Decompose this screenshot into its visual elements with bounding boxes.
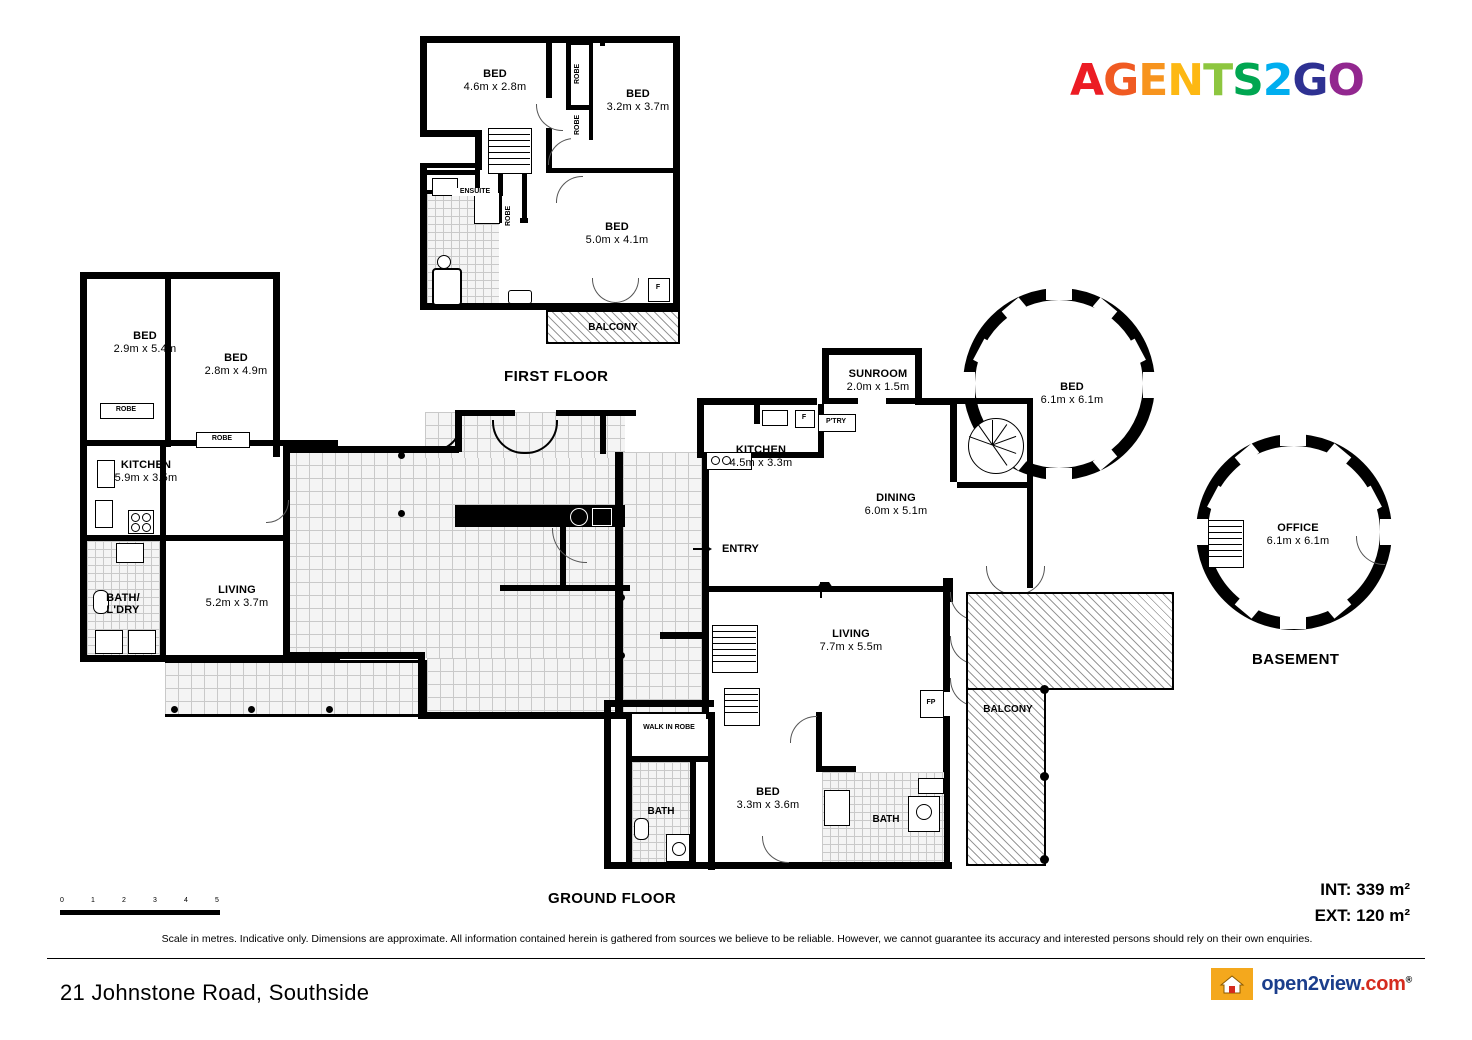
room-label-bed-left-1: BED 2.9m x 5.4m xyxy=(113,330,177,355)
ground-tag-entry: ENTRY xyxy=(722,543,759,555)
room-label-living-main: LIVING 7.7m x 5.5m xyxy=(819,628,883,653)
open2view-wordmark xyxy=(1261,973,1412,996)
scale-tick-3: 3 xyxy=(153,897,157,904)
room-label-bed-left-2: BED 2.8m x 4.9m xyxy=(204,352,268,377)
room-label-bed-turret: BED 6.1m x 6.1m xyxy=(1040,381,1104,406)
ground-tag-robe-1: ROBE xyxy=(115,406,137,413)
room-label-dining: DINING 6.0m x 5.1m xyxy=(864,492,928,517)
room-label-sunroom: SUNROOM 2.0m x 1.5m xyxy=(846,368,910,393)
ground-tag-bath-1: BATH xyxy=(647,806,675,817)
ground-tag-robe-2: ROBE xyxy=(211,435,233,442)
room-label-bed-1: BED 4.6m x 2.8m xyxy=(463,68,527,93)
room-label-kitchen-left: KITCHEN 5.9m x 3.5m xyxy=(114,459,178,484)
room-label-kitchen-main: KITCHEN 4.5m x 3.3m xyxy=(729,444,793,469)
scale-tick-5: 5 xyxy=(215,897,219,904)
ground-tag-fp: FP xyxy=(926,699,936,706)
exterior-area: EXT: 120 m² xyxy=(1314,906,1410,925)
ground-floor-title: GROUND FLOOR xyxy=(548,890,677,907)
first-floor-tag-ensuite: ENSUITE xyxy=(452,188,498,196)
registered-mark: ® xyxy=(1405,973,1412,984)
ground-tag-ptry: P'TRY xyxy=(825,418,847,425)
scale-tick-0: 0 xyxy=(60,897,64,904)
scale-tick-2: 2 xyxy=(122,897,126,904)
open2view-logo[interactable] xyxy=(1211,968,1412,1000)
property-address: 21 Johnstone Road, Southside xyxy=(60,980,370,1005)
disclaimer-text: Scale in metres. Indicative only. Dimensions are approximate. All information contained herein is gathered from sources we believe to be reliable. However, we cannot guarantee its accuracy and interested persons should rely on their own enquiries. xyxy=(161,933,1313,945)
open2view-tld: .com xyxy=(1360,972,1406,995)
first-floor-tag-balcony: BALCONY xyxy=(588,322,638,333)
ground-tag-bath-2: BATH xyxy=(872,814,900,825)
open2view-name: open2view xyxy=(1261,972,1361,995)
room-label-bed-3: BED 5.0m x 4.1m xyxy=(585,221,649,246)
room-label-bed-lower: BED 3.3m x 3.6m xyxy=(736,786,800,811)
first-floor-tag-robe-3: ROBE xyxy=(505,205,512,227)
room-label-bath-ldry: BATH/ L'DRY xyxy=(106,592,140,616)
first-floor-tag-robe-2: ROBE xyxy=(574,114,581,136)
brand-logo: AGENTS2GO xyxy=(1070,55,1364,106)
scale-tick-4: 4 xyxy=(184,897,188,904)
interior-area: INT: 339 m² xyxy=(1320,880,1410,899)
first-floor-tag-f: F xyxy=(655,284,661,291)
room-label-office: OFFICE 6.1m x 6.1m xyxy=(1266,522,1330,547)
ground-tag-f: F xyxy=(801,414,807,421)
basement-title: BASEMENT xyxy=(1252,651,1340,668)
house-icon xyxy=(1211,968,1253,1000)
room-label-living-left: LIVING 5.2m x 3.7m xyxy=(205,584,269,609)
first-floor-tag-robe-1: ROBE xyxy=(574,63,581,85)
ground-tag-walk-in-robe: WALK IN ROBE xyxy=(643,724,695,731)
first-floor-title: FIRST FLOOR xyxy=(504,368,609,385)
ground-tag-balcony: BALCONY xyxy=(983,704,1033,715)
scale-tick-1: 1 xyxy=(91,897,95,904)
room-label-bed-2: BED 3.2m x 3.7m xyxy=(606,88,670,113)
